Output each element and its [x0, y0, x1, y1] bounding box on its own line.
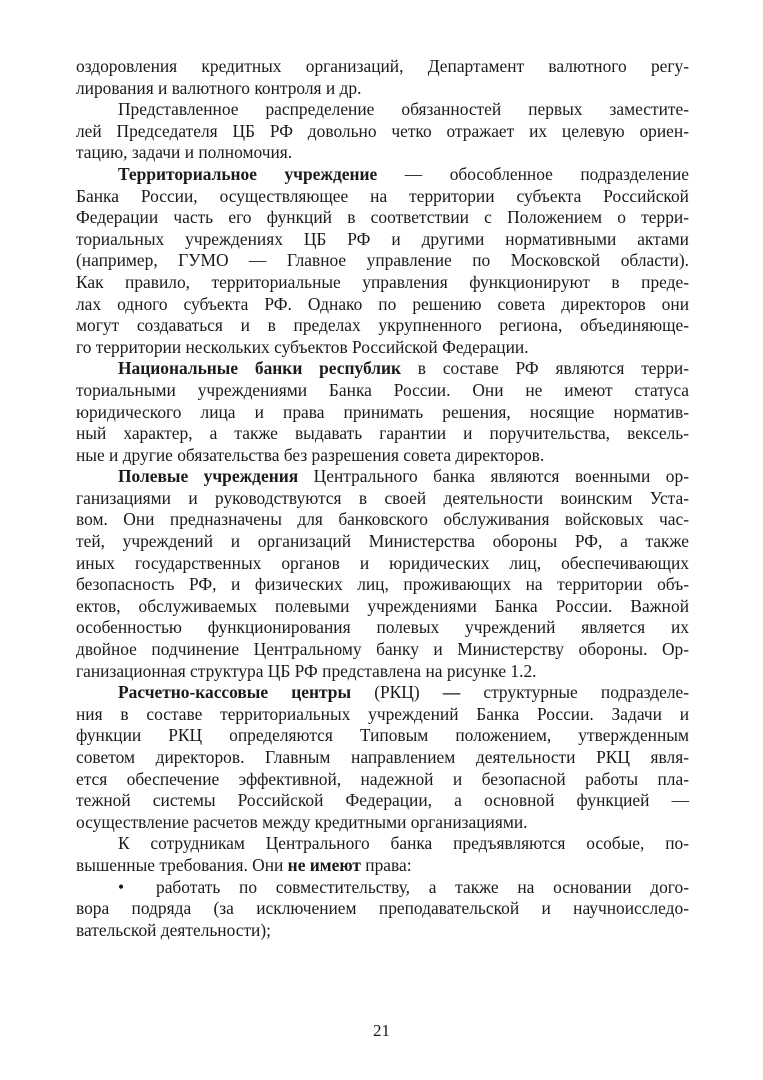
text-line: ный характер, а также выдавать гарантии и поручительства, вексель- — [76, 423, 689, 444]
text-line: ториальными учреждениями Банка России. Они не имеют статуса — [76, 379, 689, 400]
text-line: (например, ГУМО — Главное управление по Московской области). — [76, 250, 689, 271]
text-line: вом. Они предназначены для банковского обслуживания войсковых час- — [76, 509, 689, 530]
text-line: тацию, задачи и полномочия. — [76, 142, 293, 163]
text-line: вора подряда (за исключением преподавательской и научноисследо- — [76, 898, 689, 919]
text-fragment: (РКЦ) — [351, 682, 443, 703]
text-line — [76, 466, 689, 488]
paragraph-responsibilities — [76, 99, 689, 164]
text-line: могут создаваться и в пределах укрупненного региона, объединяюще- — [76, 315, 689, 336]
term-bold: Территориальное учреждение — [118, 163, 378, 184]
text-line: лей Председателя ЦБ РФ довольно четко отражает их целевую ориен- — [76, 120, 689, 141]
bullet-icon: • — [118, 876, 125, 897]
term-bold: Национальные банки республик — [118, 358, 402, 379]
paragraph-national-banks — [76, 358, 689, 466]
document-body — [76, 56, 689, 941]
text-fragment: структурные подразделе- — [460, 682, 690, 703]
text-line: советом директоров. Главным направлением деятельности РКЦ явля- — [76, 747, 689, 767]
dash-bold: — — [442, 682, 461, 703]
text-line: вательской деятельности); — [76, 919, 271, 940]
text-line: ектов, обслуживаемых полевыми учреждениями Банка России. Важной — [76, 595, 689, 616]
text-line: Банка России, осуществляющее на территории субъекта Российской — [76, 185, 689, 206]
text-line: ные и другие обязательства без разрешения совета директоров. — [76, 444, 545, 465]
text-line: функции РКЦ определяются Типовым положением, утвержденным — [76, 725, 689, 746]
text-fragment: права: — [360, 854, 412, 875]
text-fragment: — обособленное подразделение — [377, 163, 689, 184]
text-line: лирования и валютного контроля и др. — [76, 77, 362, 98]
term-bold: Полевые учреждения — [118, 466, 299, 487]
text-line: ганизационная структура ЦБ РФ представлена на рисунке 1.2. — [76, 660, 537, 681]
paragraph-settlement-centers — [76, 682, 689, 833]
text-line: двойное подчинение Центральному банку и Министерству обороны. Ор- — [76, 639, 689, 660]
text-line: ется обеспечение эффективной, надежной и безопасной работы пла- — [76, 768, 689, 789]
text-line: осуществление расчетов между кредитными организациями. — [76, 811, 528, 832]
text-line — [76, 358, 689, 380]
bullet-list-item — [76, 877, 689, 942]
text-line: Представленное распределение обязанностей первых заместите- — [118, 99, 689, 120]
text-line — [76, 877, 689, 899]
text-line: К сотрудникам Центрального банка предъявляются особые, по- — [118, 833, 689, 854]
text-line: особенностью функционирования полевых учреждений является их — [76, 617, 689, 638]
text-line: лах одного субъекта РФ. Однако по решению совета директоров они — [76, 293, 689, 314]
text-line: Федерации часть его функций в соответствии с Положением о терри- — [76, 207, 689, 228]
term-bold: Расчетно-кассовые центры — [118, 682, 352, 703]
paragraph-territorial-institution — [76, 164, 689, 358]
text-fragment: работать по совместительству, а также на основании дого- — [156, 876, 689, 897]
text-line: оздоровления кредитных организаций, Департамент валютного регу- — [76, 56, 689, 76]
text-line: го территории нескольких субъектов Российской Федерации. — [76, 336, 529, 357]
text-fragment: Центрального банка являются военными ор- — [298, 466, 689, 487]
text-line — [76, 855, 689, 877]
paragraph-continuation — [76, 56, 689, 99]
text-line: безопасность РФ, и физических лиц, проживающих на территории объ- — [76, 574, 689, 595]
emphasis-bold: не имеют — [287, 854, 361, 875]
text-line: иных государственных органов и юридических лиц, обеспечивающих — [76, 552, 689, 573]
text-line — [76, 164, 689, 186]
text-line: Как правило, территориальные управления функционируют в преде- — [76, 271, 689, 292]
text-line: тежной системы Российской Федерации, а основной функцией — — [76, 790, 689, 811]
text-fragment: в составе РФ являются терри- — [401, 358, 690, 379]
paragraph-employee-requirements — [76, 833, 689, 876]
text-fragment: вышенные требования. Они — [76, 854, 288, 875]
text-line: юридического лица и права принимать решения, носящие норматив- — [76, 401, 689, 422]
paragraph-field-institutions — [76, 466, 689, 682]
text-line: ториальных учреждениях ЦБ РФ и другими нормативными актами — [76, 228, 689, 249]
text-line: ния в составе территориальных учреждений Банка России. Задачи и — [76, 703, 689, 724]
text-line: тей, учреждений и организаций Министерства обороны РФ, а также — [76, 531, 689, 552]
page-number: 21 — [373, 1021, 390, 1040]
text-line — [76, 682, 689, 704]
text-line: ганизациями и руководствуются в своей деятельности воинским Уста- — [76, 487, 689, 508]
